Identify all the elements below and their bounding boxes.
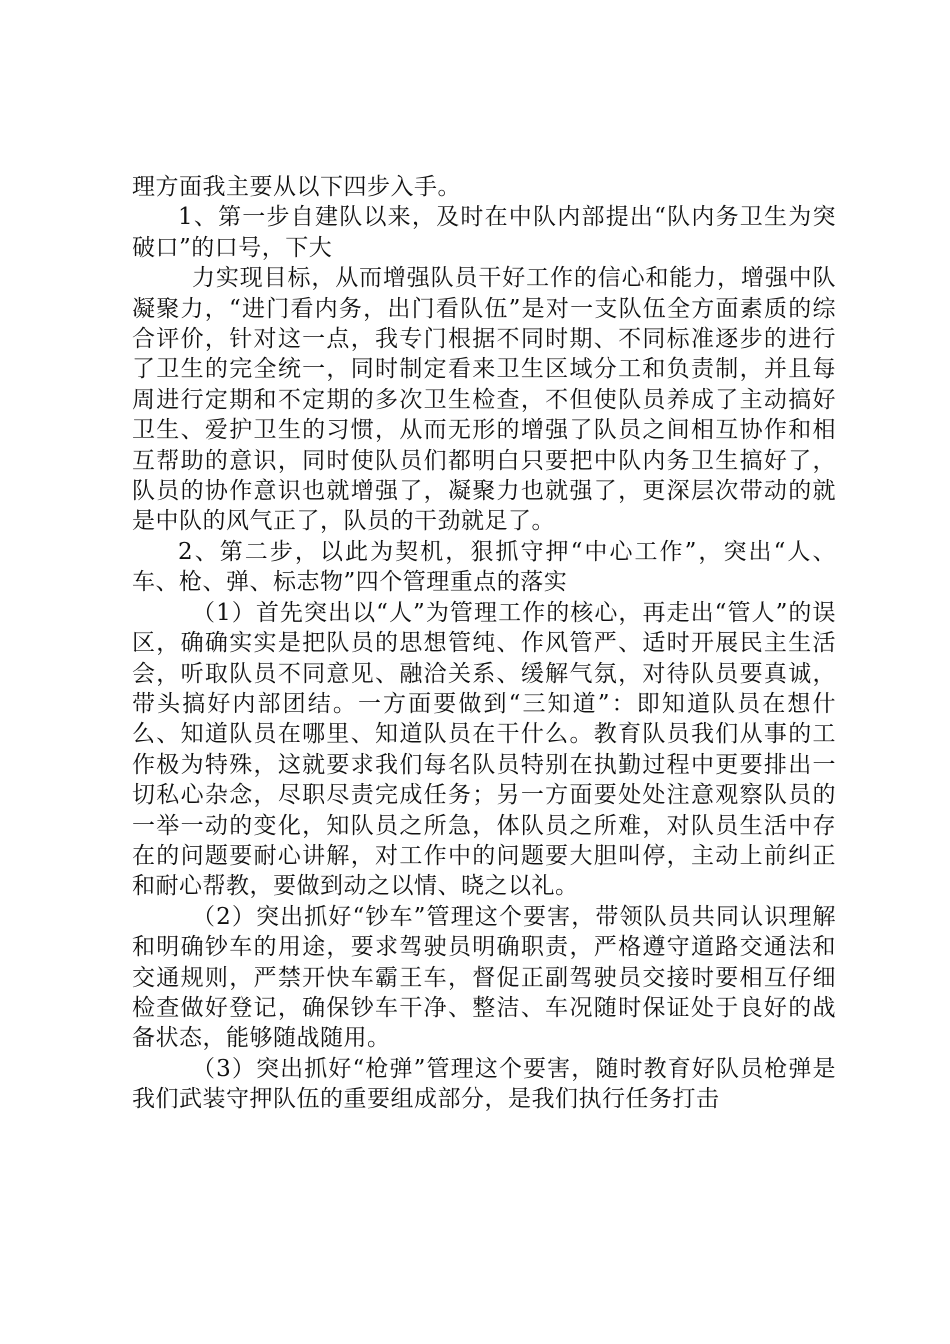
paragraph-7: （3）突出抓好“枪弹”管理这个要害，随时教育好队员枪弹是我们武装守押队伍的重要组成部分，是我们执行任务打击 [132, 1055, 836, 1113]
paragraph-3: 力实现目标，从而增强队员干好工作的信心和能力，增强中队凝聚力，“进门看内务，出门看队伍”是对一支队伍全方面素质的综合评价，针对这一点，我专门根据不同时期、不同标准逐步的进行了卫生的完全统一，同时制定看来卫生区域分工和负责制，并且每周进行定期和不定期的多次卫生检查，不但使队员养成了主动搞好卫生、爱护卫生的习惯，从而无形的增强了队员之间相互协作和相互帮助的意识，同时使队员们都明白只要把中队内务卫生搞好了，队员的协作意识也就增强了，凝聚力也就强了，更深层次带动的就是中队的风气正了，队员的干劲就足了。 [132, 265, 836, 535]
paragraph-5: （1）首先突出以“人”为管理工作的核心，再走出“管人”的误区，确确实实是把队员的思想管纯、作风管严、适时开展民主生活会，听取队员不同意见、融洽关系、缓解气氛，对待队员要真诚，带头搞好内部团结。一方面要做到“三知道”：即知道队员在想什么、知道队员在哪里、知道队员在干什么。教育队员我们从事的工作极为特殊，这就要求我们每名队员特别在执勤过程中更要排出一切私心杂念，尽职尽责完成任务；另一方面要处处注意观察队员的一举一动的变化，知队员之所急，体队员之所难，对队员生活中存在的问题要耐心讲解，对工作中的问题要大胆叫停，主动上前纠正和耐心帮教，要做到动之以情、晓之以礼。 [132, 599, 836, 900]
paragraph-6: （2）突出抓好“钞车”管理这个要害，带领队员共同认识理解和明确钞车的用途，要求驾驶员明确职责，严格遵守道路交通法和交通规则，严禁开快车霸王车，督促正副驾驶员交接时要相互仔细检查做好登记，确保钞车干净、整洁、车况随时保证处于良好的战备状态，能够随战随用。 [132, 903, 836, 1052]
document-body [132, 172, 836, 1115]
paragraph-2: 1、第一步自建队以来，及时在中队内部提出“队内务卫生为突破口”的口号，下大 [132, 204, 836, 261]
paragraph-1: 理方面我主要从以下四步入手。 [132, 174, 461, 200]
paragraph-4: 2、第二步，以此为契机，狠抓守押“中心工作”，突出“人、车、枪、弹、标志物”四个管理重点的落实 [132, 538, 836, 596]
